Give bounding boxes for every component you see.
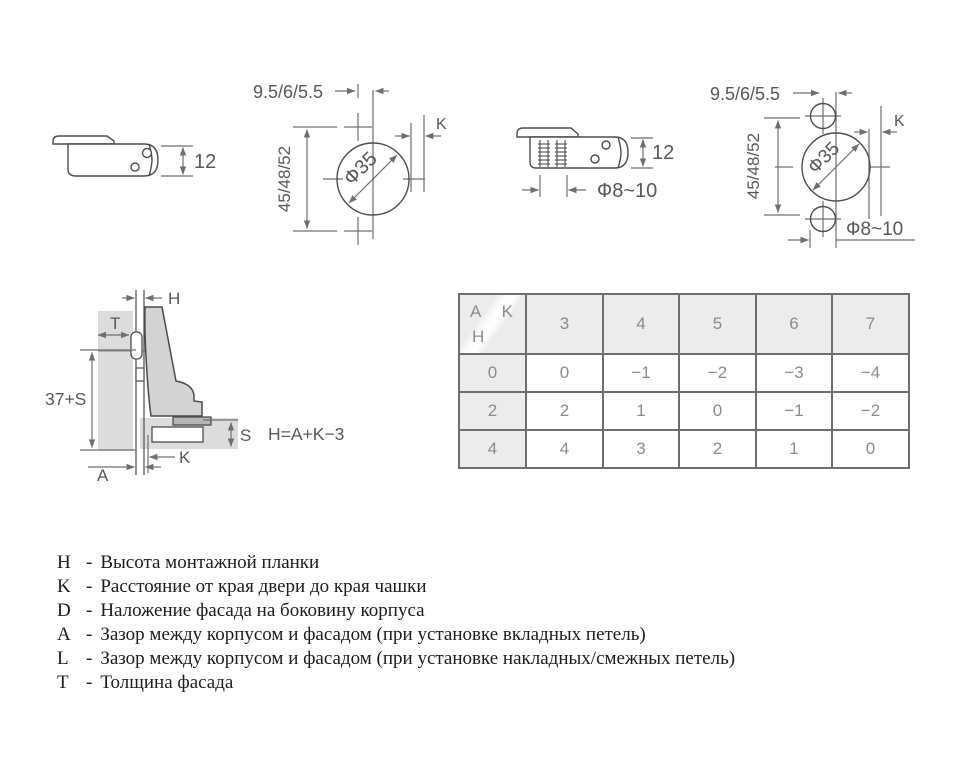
table-cell: 2 — [679, 430, 756, 468]
legend-text: Толщина фасада — [100, 672, 234, 693]
table-cell: −2 — [832, 392, 909, 430]
cup-flange — [53, 136, 114, 144]
height-dimension-label: 12 — [194, 151, 217, 173]
row-header: 2 — [459, 392, 526, 430]
table-cell: 1 — [756, 430, 832, 468]
table-cell: 2 — [526, 392, 603, 430]
table-cell: 3 — [603, 430, 679, 468]
a-dimension-label: A — [97, 466, 109, 485]
column-header: 5 — [679, 294, 756, 354]
formula-label: H=A+K−3 — [268, 424, 345, 444]
edge-distance-label: K — [894, 113, 905, 130]
corner-label-a: A — [470, 302, 482, 321]
column-header: 4 — [603, 294, 679, 354]
cup-flange — [517, 128, 578, 137]
legend-item — [57, 575, 735, 599]
column-header: 7 — [832, 294, 909, 354]
drill-pattern-drawing — [245, 78, 460, 246]
dowel-drill-pattern-drawing — [700, 78, 950, 250]
legend-separator: - — [86, 624, 93, 645]
legend-item — [57, 671, 735, 695]
legend-letter: D — [57, 600, 71, 621]
legend-item — [57, 623, 735, 647]
screw-hole — [591, 155, 599, 163]
dowel-cup-side-view-drawing — [505, 125, 705, 210]
legend-separator: - — [86, 600, 93, 621]
legend-item — [57, 599, 735, 623]
column-header: 6 — [756, 294, 832, 354]
table-cell: 1 — [603, 392, 679, 430]
legend-separator: - — [86, 648, 93, 669]
row-header: 0 — [459, 354, 526, 392]
table-cell: −1 — [756, 392, 832, 430]
corner-label-h: H — [472, 327, 485, 346]
adjustment-table — [458, 293, 910, 469]
corner-label-k: K — [501, 302, 513, 321]
legend-separator: - — [86, 552, 93, 573]
legend-text: Зазор между корпусом и фасадом (при установке вкладных петель) — [100, 624, 646, 645]
screw-hole — [602, 141, 610, 149]
hinge-knuckle — [131, 332, 142, 359]
legend-text: Зазор между корпусом и фасадом (при установке накладных/смежных петель) — [100, 648, 736, 669]
table-cell: 0 — [526, 354, 603, 392]
legend-text: Высота монтажной планки — [100, 552, 320, 573]
mounting-plate — [152, 427, 203, 442]
legend-item — [57, 647, 735, 671]
spacing-dimension-label: 45/48/52 — [744, 132, 763, 200]
screw-hole — [143, 149, 152, 158]
t-dimension-label: T — [110, 314, 121, 333]
table-row — [459, 430, 909, 468]
dowel-diameter-label: Ф8~10 — [597, 180, 658, 202]
spacing-dimension-label: 45/48/52 — [275, 145, 294, 213]
s-dimension-label: S — [240, 426, 252, 445]
table-cell: −2 — [679, 354, 756, 392]
table-cell: −1 — [603, 354, 679, 392]
legend-text: Расстояние от края двери до края чашки — [100, 576, 427, 597]
table-row — [459, 354, 909, 392]
legend — [57, 551, 735, 695]
table-cell: 4 — [526, 430, 603, 468]
row-header: 4 — [459, 430, 526, 468]
arm-base-plate — [173, 417, 211, 425]
offset-dimension-label: 9.5/6/5.5 — [253, 82, 324, 102]
table-corner-cell — [459, 294, 526, 354]
cup-diameter-label: Ф35 — [804, 138, 845, 179]
legend-item — [57, 551, 735, 575]
h-dimension-label: H — [168, 289, 181, 308]
height-dimension-label: 12 — [652, 142, 675, 164]
cross-section-drawing — [40, 283, 390, 495]
legend-letter: K — [57, 576, 71, 597]
k-dimension-label: K — [179, 448, 191, 467]
cup-diameter-label: Ф35 — [339, 147, 382, 190]
screw-hole — [131, 163, 139, 171]
edge-distance-label: K — [436, 116, 447, 133]
column-header: 3 — [526, 294, 603, 354]
legend-letter: A — [57, 624, 71, 645]
legend-letter: L — [57, 648, 69, 669]
table-row — [459, 392, 909, 430]
offset-dimension-label: 9.5/6/5.5 — [710, 84, 781, 104]
table-cell: 0 — [832, 430, 909, 468]
legend-letter: H — [57, 552, 71, 573]
legend-separator: - — [86, 576, 93, 597]
dowel-hole-diameter-label: Ф8~10 — [846, 219, 904, 240]
legend-text: Наложение фасада на боковину корпуса — [100, 600, 425, 621]
table-cell: −4 — [832, 354, 909, 392]
door-span-dimension-label: 37+S — [45, 389, 87, 409]
table-cell: −3 — [756, 354, 832, 392]
table-cell: 0 — [679, 392, 756, 430]
legend-separator: - — [86, 672, 93, 693]
cup-side-view-drawing — [40, 128, 230, 192]
legend-letter: T — [57, 672, 69, 693]
hinge-arm — [145, 307, 202, 416]
